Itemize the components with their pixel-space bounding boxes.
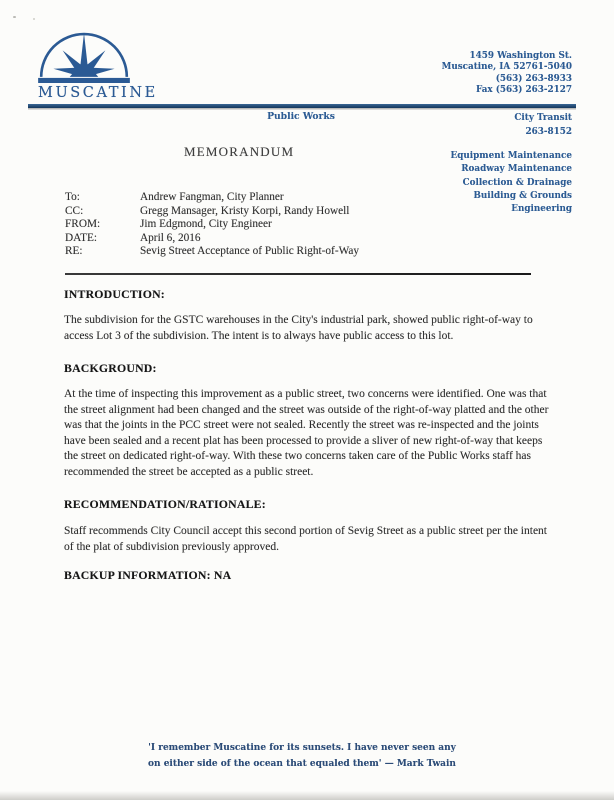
section-heading-recommendation: RECOMMENDATION/RATIONALE: [64, 497, 266, 511]
department-item: Roadway Maintenance [461, 164, 572, 175]
memo-field-to [65, 191, 359, 205]
field-value: Jim Edgmond, City Engineer [140, 218, 272, 230]
address-line: Fax (563) 263-2127 [475, 84, 572, 95]
muscatine-emblem-icon [38, 30, 130, 83]
department-item: Equipment Maintenance [450, 151, 572, 161]
memo-field-re [65, 245, 359, 259]
field-label: CC: [65, 204, 84, 217]
footer-quote-line: on either side of the ocean that equaled them' — Mark Twain [148, 758, 456, 769]
field-label: To: [65, 191, 80, 203]
footer-quote-line: 'I remember Muscatine for its sunsets. I have never seen any [148, 743, 456, 753]
departments-list [451, 150, 572, 216]
section-body-introduction: The subdivision for the GSTC warehouses in the City's industrial park, showed public right-of-way to access Lot 3 of the subdivision. The intent is to always have public access to this lot. [64, 314, 533, 342]
department-item: Collection & Drainage [462, 177, 572, 188]
field-label: RE: [65, 245, 83, 257]
address-line: Muscatine, IA 52761-5040 [441, 62, 572, 73]
city-transit-block [514, 111, 572, 139]
scan-artifact [13, 16, 16, 18]
scan-artifact [33, 18, 35, 20]
memo-field-cc [65, 205, 359, 219]
transit-label: City Transit [514, 113, 572, 123]
letterhead-address [442, 51, 572, 96]
address-line: (563) 263-8933 [495, 73, 572, 84]
letterhead-rule [28, 104, 576, 108]
scan-shadow [0, 791, 614, 800]
memo-title: MEMORANDUM [184, 144, 295, 159]
transit-phone: 263-8152 [525, 127, 572, 137]
department-item: Engineering [511, 204, 572, 215]
field-value: Sevig Street Acceptance of Public Right-of-Way [140, 245, 360, 257]
memo-divider [65, 273, 531, 275]
logo-wordmark: MUSCATINE [38, 85, 158, 101]
section-heading-background: BACKGROUND: [64, 361, 157, 375]
section-heading-backup-information: BACKUP INFORMATION: NA [64, 568, 232, 582]
field-label: FROM: [65, 218, 101, 230]
memo-field-date [65, 232, 359, 246]
memo-fields [65, 191, 359, 259]
section-body-background: At the time of inspecting this improvement as a public street, two concerns were identified. One was that the street alignment had been changed and the street was outside of the right-of-way platted and the other was that the joints in the PCC street were not sealed. Recently the street was re-inspected and the joints have been sealed and a recent plat has been processed to provide a sliver of new right-of-way that keeps the street on dedicated right-of-way. With these two concerns taken care of the Public Works staff has recommended the street be accepted as a public street. [64, 388, 549, 478]
section-body-recommendation: Staff recommends City Council accept this second portion of Sevig Street as a public street per the intent of the plat of subdivision previously approved. [64, 525, 547, 553]
muscatine-logo [38, 30, 158, 101]
memo-field-from [65, 218, 359, 232]
field-label: DATE: [65, 231, 98, 244]
section-heading-introduction: INTRODUCTION: [64, 287, 165, 301]
department-item: Building & Grounds [473, 190, 572, 201]
field-value: Andrew Fangman, City Planner [140, 191, 284, 203]
field-value: April 6, 2016 [140, 231, 201, 244]
field-value: Gregg Mansager, Kristy Korpi, Randy Howell [140, 204, 350, 217]
department-title: Public Works [267, 111, 335, 122]
footer-quote [0, 741, 604, 772]
address-line: 1459 Washington St. [469, 51, 572, 61]
